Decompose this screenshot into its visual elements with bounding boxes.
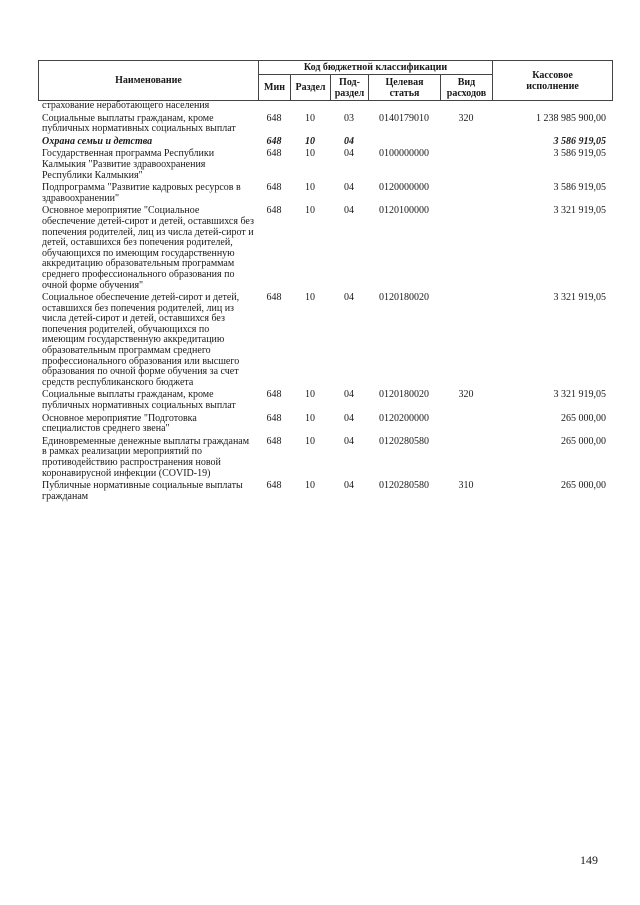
row-name: Государственная программа Республики Калмыкия "Развитие здравоохранения Республики Калмыкия" bbox=[42, 148, 215, 181]
row-name: Социальные выплаты гражданам, кроме публичных нормативных социальных выплат bbox=[42, 389, 236, 412]
row-expense bbox=[440, 183, 492, 206]
row-name: Социальные выплаты гражданам, кроме публичных нормативных социальных выплат bbox=[42, 112, 236, 135]
row-min: 648 bbox=[266, 182, 282, 194]
header-code-group: Код бюджетной классификации bbox=[259, 61, 493, 75]
row-subsection: 04 bbox=[344, 292, 354, 304]
row-amount bbox=[492, 101, 612, 114]
row-min: 648 bbox=[266, 292, 282, 304]
row-target: 0120000000 bbox=[379, 182, 429, 194]
row-section: 10 bbox=[305, 412, 315, 424]
row-subsection: 04 bbox=[344, 480, 354, 492]
row-amount: 265 000,00 bbox=[561, 412, 606, 424]
header-name: Наименование bbox=[39, 61, 259, 101]
row-name: Охрана семьи и детства bbox=[42, 135, 153, 147]
row-target: 0120280580 bbox=[379, 435, 429, 447]
row-expense: 320 bbox=[458, 389, 474, 401]
row-section: 10 bbox=[305, 292, 315, 304]
row-target: 0120280580 bbox=[379, 480, 429, 492]
row-expense bbox=[440, 101, 492, 114]
table-row bbox=[38, 114, 612, 137]
table-row bbox=[38, 481, 612, 504]
table-row bbox=[38, 206, 612, 293]
row-target bbox=[368, 101, 440, 114]
header-expense bbox=[441, 75, 493, 101]
row-subsection: 04 bbox=[344, 182, 354, 194]
table-row bbox=[38, 390, 612, 413]
row-subsection bbox=[330, 101, 368, 114]
header-section: Раздел bbox=[291, 75, 331, 101]
row-subsection: 04 bbox=[344, 435, 354, 447]
row-target: 0120180020 bbox=[379, 389, 429, 401]
row-section: 10 bbox=[305, 205, 315, 217]
header-target-label: Целевая статья bbox=[385, 76, 424, 99]
row-expense bbox=[440, 137, 492, 150]
row-amount: 265 000,00 bbox=[561, 480, 606, 492]
row-min: 648 bbox=[266, 480, 282, 492]
row-amount: 3 586 919,05 bbox=[553, 135, 606, 147]
row-expense: 310 bbox=[458, 480, 474, 492]
row-min: 648 bbox=[266, 412, 282, 424]
page-number: 149 bbox=[580, 853, 598, 867]
row-amount: 3 586 919,05 bbox=[553, 182, 606, 194]
row-expense bbox=[440, 206, 492, 293]
row-section: 10 bbox=[305, 135, 315, 147]
row-name: Публичные нормативные социальные выплаты гражданам bbox=[42, 480, 243, 502]
row-subsection: 04 bbox=[344, 389, 354, 401]
row-name: Социальное обеспечение детей-сирот и детей, оставшихся без попечения родителей, лиц из числа детей-сирот и детей, оставшихся без попечения родителей, обучающихся по имеющим государственную аккредитацию образовательным программам среднего профессионального образования или высшего образования по очной форме обучения за счет средств республиканского бюджета bbox=[42, 292, 240, 388]
header-cash-label: Кассовое исполнение bbox=[526, 69, 579, 92]
row-section bbox=[290, 101, 330, 114]
row-amount: 265 000,00 bbox=[561, 435, 606, 447]
row-subsection: 04 bbox=[344, 205, 354, 217]
row-subsection: 04 bbox=[344, 135, 354, 147]
row-min: 648 bbox=[266, 435, 282, 447]
row-min: 648 bbox=[266, 112, 282, 124]
row-target: 0120100000 bbox=[379, 205, 429, 217]
row-amount: 3 321 919,05 bbox=[553, 205, 606, 217]
row-expense bbox=[440, 414, 492, 437]
row-name: Основное мероприятие "Социальное обеспечение детей-сирот и детей, оставшихся без попечения родителей, лиц из числа детей-сирот и детей, оставшихся без попечения родителей, обучающихся по имеющим государственную аккредитацию образовательным программам среднего профессионального образования по очной форме обучения" bbox=[42, 205, 254, 291]
table-row bbox=[38, 183, 612, 206]
row-amount: 1 238 985 900,00 bbox=[536, 112, 606, 124]
table-row bbox=[38, 437, 612, 481]
header-subsection-label: Под- раздел bbox=[334, 76, 365, 99]
header-cash bbox=[493, 61, 613, 101]
table-row bbox=[38, 149, 612, 183]
header-min: Мин bbox=[259, 75, 291, 101]
row-expense bbox=[440, 437, 492, 481]
row-name: Основное мероприятие "Подготовка специалистов среднего звена" bbox=[42, 412, 197, 435]
table-row bbox=[38, 101, 612, 114]
row-section: 10 bbox=[305, 435, 315, 447]
row-subsection: 04 bbox=[344, 412, 354, 424]
row-min: 648 bbox=[266, 205, 282, 217]
row-expense bbox=[440, 149, 492, 183]
row-amount: 3 321 919,05 bbox=[553, 389, 606, 401]
row-target: 0140179010 bbox=[379, 112, 429, 124]
row-section: 10 bbox=[305, 389, 315, 401]
row-section: 10 bbox=[305, 112, 315, 124]
row-target: 0100000000 bbox=[379, 148, 429, 160]
row-amount: 3 586 919,05 bbox=[553, 148, 606, 160]
row-name: страхование неработающего населения bbox=[42, 100, 210, 111]
row-expense bbox=[440, 293, 492, 390]
table-header bbox=[38, 60, 613, 101]
row-subsection: 04 bbox=[344, 148, 354, 160]
row-name: Подпрограмма "Развитие кадровых ресурсов в здравоохранении" bbox=[42, 182, 241, 204]
row-min: 648 bbox=[266, 148, 282, 160]
budget-table bbox=[38, 101, 612, 504]
header-expense-label: Вид расходов bbox=[446, 76, 487, 99]
row-min bbox=[258, 101, 290, 114]
row-subsection: 03 bbox=[344, 112, 354, 124]
row-section: 10 bbox=[305, 480, 315, 492]
table-row bbox=[38, 293, 612, 390]
row-section: 10 bbox=[305, 148, 315, 160]
header-target bbox=[369, 75, 441, 101]
row-amount: 3 321 919,05 bbox=[553, 292, 606, 304]
row-name: Единовременные денежные выплаты гражданам в рамках реализации мероприятий по противодействию распространения новой коронавирусной инфекции (COVID-19) bbox=[42, 435, 250, 479]
row-min: 648 bbox=[266, 135, 282, 147]
row-target: 0120200000 bbox=[379, 412, 429, 424]
table-row bbox=[38, 414, 612, 437]
header-subsection bbox=[331, 75, 369, 101]
row-section: 10 bbox=[305, 182, 315, 194]
row-expense: 320 bbox=[458, 112, 474, 124]
row-target: 0120180020 bbox=[379, 292, 429, 304]
row-min: 648 bbox=[266, 389, 282, 401]
